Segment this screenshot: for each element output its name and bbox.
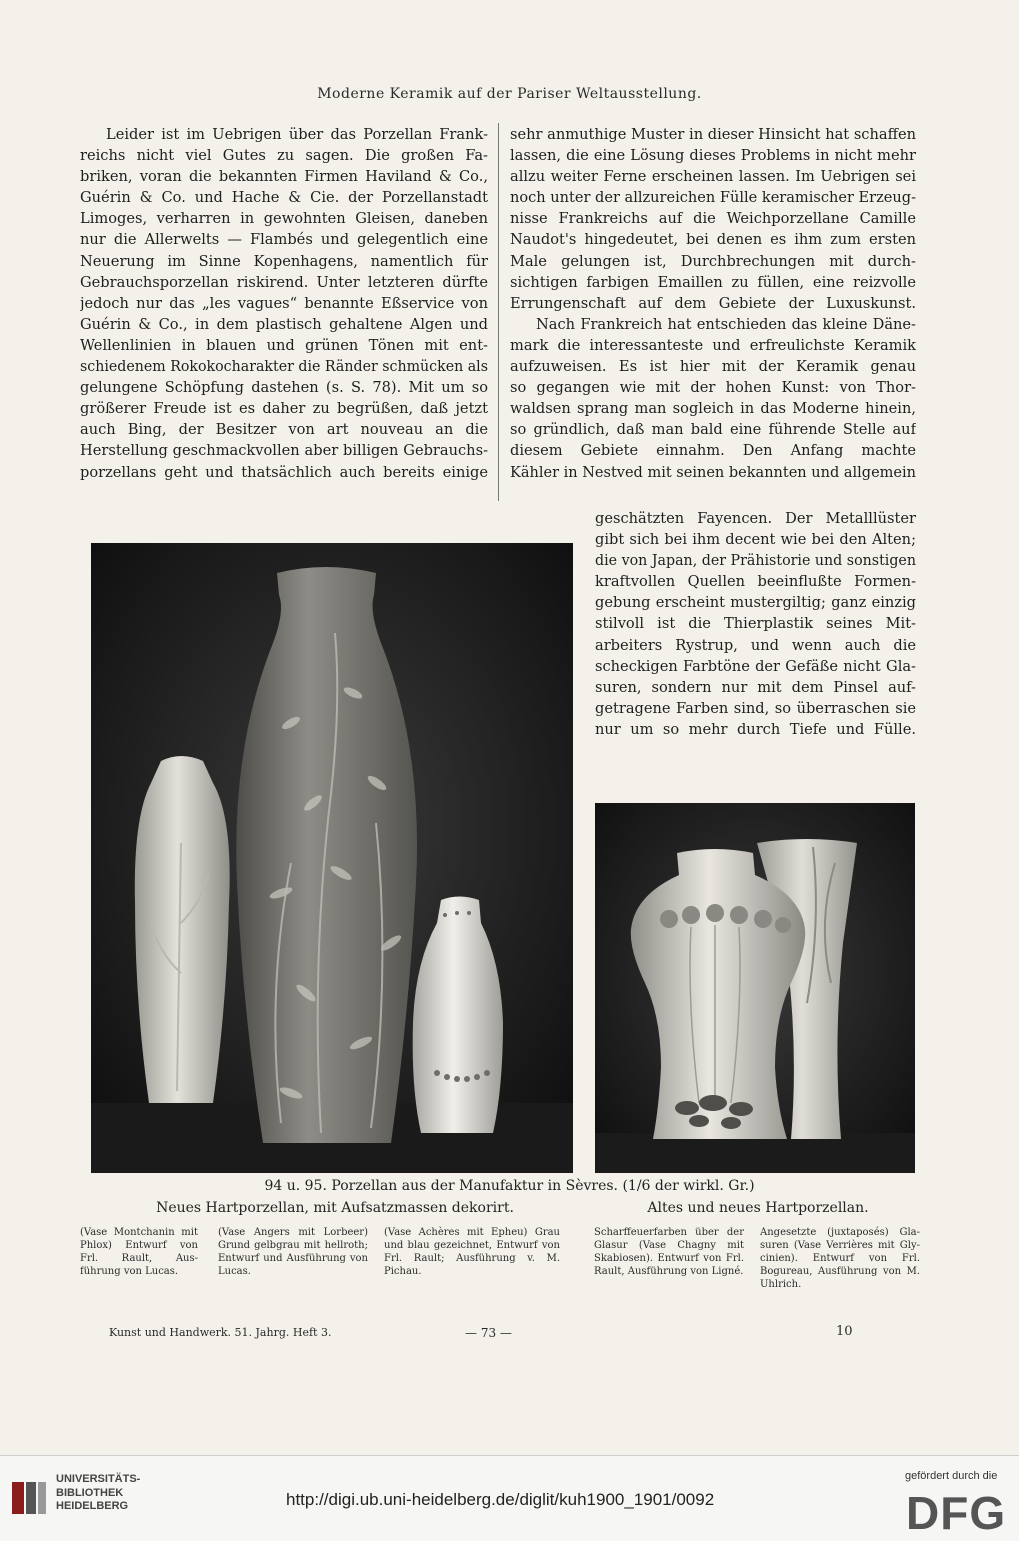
- vases-illustration-right: [595, 803, 915, 1173]
- library-name-line-3: HEIDELBERG: [56, 1500, 129, 1512]
- text-line: waldsen sprang man sogleich in das Moderne hinein,: [510, 400, 916, 418]
- library-name: [56, 1473, 140, 1514]
- right-column-text: [510, 124, 916, 483]
- text-line: suren, sondern nur mit dem Pinsel auf-: [595, 678, 916, 696]
- text-line: gibt sich bei ihm decent wie bei den Alten;: [595, 531, 916, 549]
- dfg-logo: DFG: [906, 1487, 1007, 1539]
- text-line: Nach Frankreich hat entschieden das kleine Däne-: [536, 315, 916, 333]
- text-line: mark die interessanteste und erfreulichste Keramik: [510, 336, 916, 354]
- text-line: stilvoll ist die Thierplastik seines Mit-: [595, 615, 916, 633]
- text-line: sehr anmuthige Muster in dieser Hinsicht hat schaffen: [510, 126, 916, 143]
- text-line: so gegangen wie mit der hohen Kunst: von Thor-: [510, 379, 916, 397]
- text-line: Guérin & Co., in dem plastisch gehaltene Algen und: [80, 315, 488, 333]
- text-line: scheckigen Farbtöne der Gefäße nicht Gla-: [595, 657, 916, 675]
- credit-vase-acheres: (Vase Achères mit Epheu) Grau und blau gezeichnet, Entwurf von Frl. Rault; Ausführung v. M. Pichau.: [384, 1227, 560, 1277]
- text-line: so gründlich, daß man bald eine führende Stelle auf: [510, 421, 916, 439]
- text-line: Guérin & Co. und Hache & Cie. der Porzellanstadt: [80, 189, 488, 207]
- left-column-text: [80, 124, 488, 483]
- text-line: geschätzten Fayencen. Der Metalllüster: [595, 510, 916, 527]
- text-line: gelungene Schöpfung dastehen (s. S. 78). Mit um so: [80, 379, 488, 397]
- text-line: Neuerung im Sinne Kopenhagens, namentlich für: [80, 252, 488, 270]
- text-line: diesem Gebiete einnahm. Den Anfang machte: [510, 442, 916, 460]
- narrow-column-text: [595, 508, 916, 740]
- credit-vase-chagny: Scharffeuerfarben über der Glasur (Vase Chagny mit Skabiosen). Entwurf von Frl. Rault, Ausführung von Ligné.: [594, 1227, 744, 1277]
- text-line: nisse Frankreichs auf die Weichporzellane Camille: [510, 210, 916, 228]
- credit-vase-angers: (Vase Angers mit Lorbeer) Grund gelbgrau mit hellroth; Entwurf und Ausführung von Lucas.: [218, 1227, 368, 1277]
- text-line: getragene Farben sind, so überraschen sie: [595, 699, 916, 717]
- text-line: Leider ist im Uebrigen über das Porzellan Frank-: [106, 126, 488, 143]
- vase-photo-94: [91, 543, 573, 1173]
- text-line: Wellenlinien in blauen und grünen Tönen mit ent-: [80, 336, 488, 354]
- library-logo-icon: [10, 1478, 50, 1518]
- journal-footer: Kunst und Handwerk. 51. Jahrg. Heft 3.: [109, 1326, 332, 1339]
- vases-illustration-left: [91, 543, 573, 1173]
- text-line: nur die Allerwelts — Flambés und gelegentlich eine: [80, 231, 488, 249]
- text-line: allzu weiter Ferne erscheinen lassen. Im Uebrigen sei: [510, 168, 916, 186]
- vase-photo-95: [595, 803, 915, 1173]
- text-line: arbeiters Rystrup, und wenn auch die: [595, 636, 916, 654]
- text-line: aufzuweisen. Es ist hier mit der Keramik genau: [510, 358, 916, 376]
- sponsor-label: gefördert durch die: [905, 1470, 998, 1482]
- text-line: Gebrauchsporzellan riskirend. Unter letzteren dürfte: [80, 273, 488, 291]
- text-line: kraftvollen Quellen beeinflußte Formen-: [595, 573, 916, 591]
- viewer-footer-bar: [0, 1455, 1019, 1541]
- library-name-line-1: UNIVERSITÄTS-: [56, 1473, 141, 1485]
- text-line: Kähler in Nestved mit seinen bekannten und allgemein: [510, 463, 916, 481]
- text-line: jedoch nur das „les vagues“ benannte Eßservice von: [80, 294, 488, 312]
- text-line: auch Bing, der Besitzer von art nouveau an die: [80, 421, 488, 439]
- text-line: reichs nicht viel Gutes zu sagen. Die großen Fa-: [80, 147, 488, 165]
- library-name-line-2: BIBLIOTHEK: [56, 1486, 124, 1499]
- text-line: die von Japan, der Prähistorie und sonstigen: [595, 552, 916, 570]
- text-line: sichtigen farbigen Emaillen zu füllen, eine reizvolle: [510, 273, 916, 291]
- text-line: Limoges, verharren in gewohnten Gleisen, daneben: [80, 210, 488, 228]
- column-divider: [498, 123, 499, 501]
- text-line: Male gelungen ist, Durchbrechungen mit durch-: [510, 252, 916, 270]
- text-line: nur um so mehr durch Tiefe und Fülle.: [595, 720, 916, 738]
- text-line: größerer Freude ist es daher zu begrüßen, daß jetzt: [80, 400, 488, 418]
- text-line: lassen, die eine Lösung dieses Problems in nicht mehr: [510, 147, 916, 165]
- credit-vase-verrieres: Angesetzte (juxtaposés) Gla- suren (Vase Verrières mit Gly- cinien). Entwurf von Frl. Bogureau, Ausführung von M. Uhlrich.: [760, 1227, 920, 1290]
- signature-mark: 10: [836, 1324, 853, 1339]
- text-line: Naudot's hingedeutet, bei denen es ihm zum ersten: [510, 231, 916, 249]
- text-line: porzellans geht und thatsächlich auch bereits einige: [80, 463, 488, 481]
- text-line: Herstellung geschmackvollen aber billigen Gebrauchs-: [80, 442, 488, 460]
- running-head: Moderne Keramik auf der Pariser Weltausstellung.: [317, 86, 702, 102]
- credit-vase-montchanin: (Vase Montchanin mit Phlox) Entwurf von Frl. Rault, Aus- führung von Lucas.: [80, 1227, 198, 1277]
- figure-subcaption-left: Neues Hartporzellan, mit Aufsatzmassen dekorirt.: [156, 1200, 514, 1216]
- text-line: Errungenschaft auf dem Gebiete der Luxuskunst.: [510, 294, 916, 312]
- figure-subcaption-right: Altes und neues Hartporzellan.: [647, 1200, 869, 1216]
- text-line: briken, voran die bekannten Firmen Haviland & Co.,: [80, 168, 488, 186]
- permalink-url[interactable]: http://digi.ub.uni-heidelberg.de/diglit/kuh1900_1901/0092: [286, 1490, 715, 1509]
- text-line: noch unter der allzureichen Fülle keramischer Erzeug-: [510, 189, 916, 207]
- figure-caption: 94 u. 95. Porzellan aus der Manufaktur in Sèvres. (1/6 der wirkl. Gr.): [264, 1178, 755, 1194]
- text-line: schiedenem Rokokocharakter die Ränder schmücken als: [80, 358, 488, 376]
- text-line: gebung erscheint mustergiltig; ganz einzig: [595, 594, 916, 612]
- page-number: — 73 —: [465, 1326, 512, 1340]
